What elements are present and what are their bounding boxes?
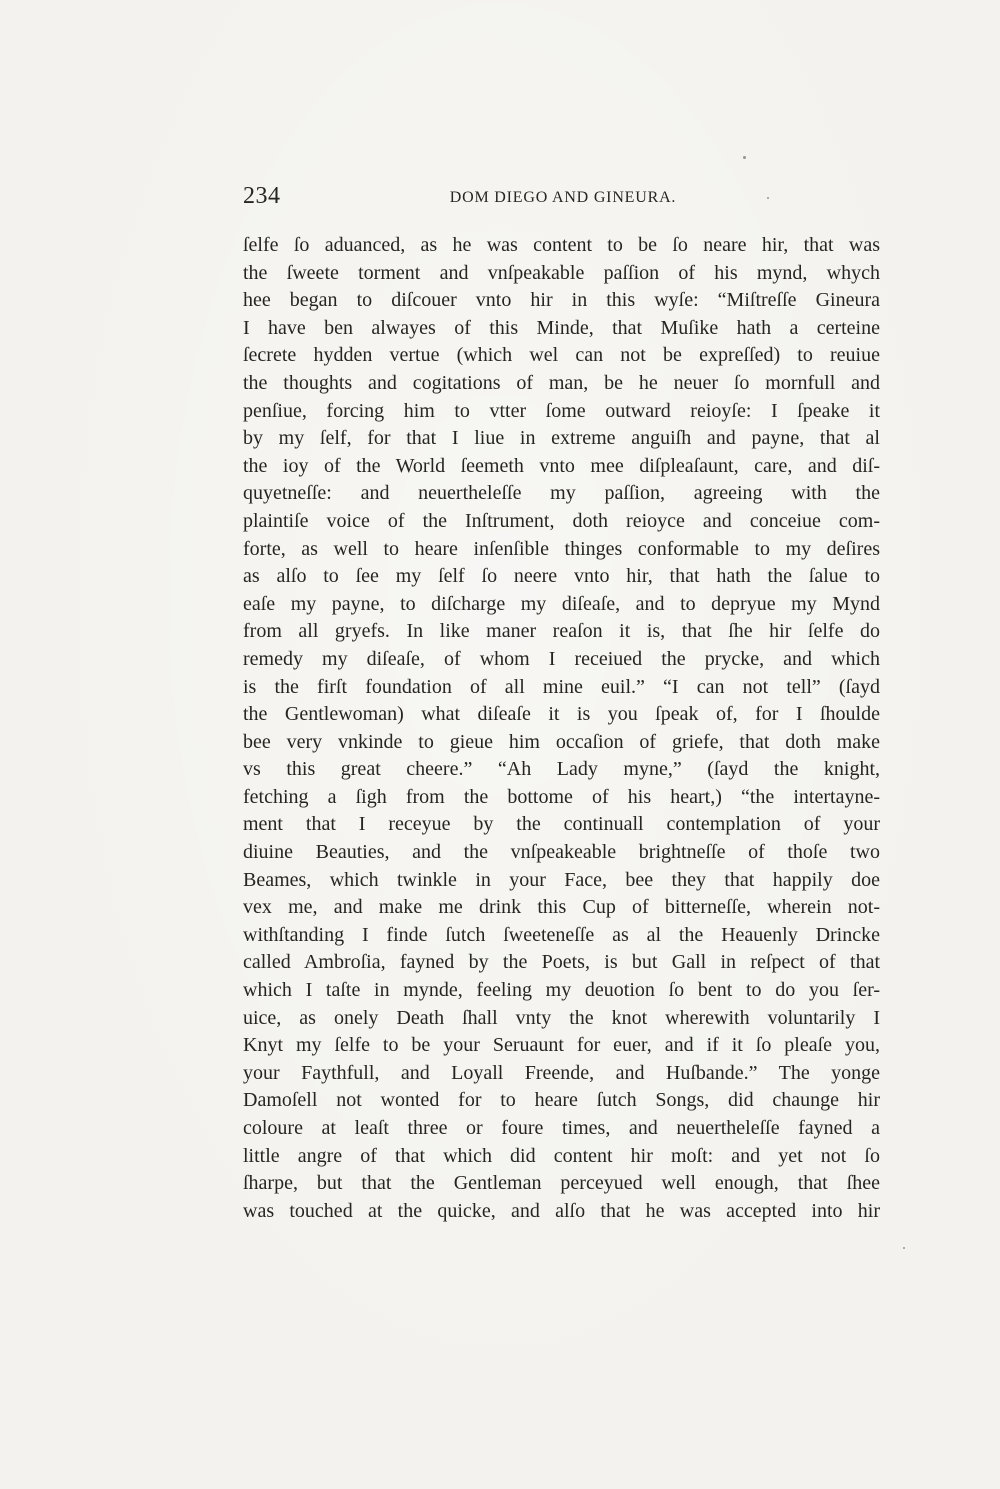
text-line: Beames, which twinkle in your Face, bee they that happily doe: [243, 868, 880, 891]
text-line: eaſe my payne, to diſcharge my diſeaſe, and to depryue my Mynd: [243, 592, 880, 615]
text-line: was touched at the quicke, and alſo that he was accepted into hir: [243, 1199, 880, 1222]
text-line: little angre of that which did content hir moſt: and yet not ſo: [243, 1144, 880, 1167]
text-line: hee began to diſcouer vnto hir in this wyſe: “Miſtreſſe Gineura: [243, 289, 880, 312]
text-line: fetching a ſigh from the bottome of his heart,) “the intertayne-: [243, 785, 880, 808]
text-line: the Gentlewoman) what diſeaſe it is you ſpeak of, for I ſhoulde: [243, 703, 880, 726]
text-line: ment that I receyue by the continuall contemplation of your: [243, 813, 880, 836]
text-line: quyetneſſe: and neuertheleſſe my paſſion, agreeing with the: [243, 482, 880, 505]
text-line: bee very vnkinde to gieue him occaſion of griefe, that doth make: [243, 730, 880, 753]
text-line: withſtanding I finde ſutch ſweeteneſſe as al the Heauenly Drincke: [243, 923, 880, 946]
text-line: forte, as well to heare inſenſible thinges conformable to my deſires: [243, 537, 880, 560]
text-line: the thoughts and cogitations of man, be he neuer ſo mornfull and: [243, 371, 880, 394]
text-line: plaintiſe voice of the Inſtrument, doth reioyce and conceiue com-: [243, 509, 880, 532]
text-line: vex me, and make me drink this Cup of bitterneſſe, wherein not-: [243, 896, 880, 919]
text-line: from all gryefs. In like maner reaſon it is, that ſhe hir ſelfe do: [243, 620, 880, 643]
text-line: your Faythfull, and Loyall Freende, and Huſbande.” The yonge: [243, 1061, 880, 1084]
paper-speck: [903, 1247, 905, 1249]
text-line: as alſo to ſee my ſelf ſo neere vnto hir, that hath the ſalue to: [243, 565, 880, 588]
text-line: vs this great cheere.” “Ah Lady myne,” (ſayd the knight,: [243, 758, 880, 781]
text-line: I have ben alwayes of this Minde, that Muſike hath a certeine: [243, 316, 880, 339]
text-line: ſelfe ſo aduanced, as he was content to be ſo neare hir, that was: [243, 234, 880, 256]
text-line: remedy my diſeaſe, of whom I receiued the prycke, and which: [243, 647, 880, 670]
text-line: diuine Beauties, and the vnſpeakeable brightneſſe of thoſe two: [243, 841, 880, 864]
text-line: Damoſell not wonted for to heare ſutch Songs, did chaunge hir: [243, 1089, 880, 1112]
body-text: [243, 232, 880, 1225]
running-head: [243, 183, 883, 215]
text-line: ſecrete hydden vertue (which wel can not be expreſſed) to reuiue: [243, 344, 880, 367]
paper-speck: [743, 156, 746, 159]
text-line: the ioy of the World ſeemeth vnto mee diſpleaſaunt, care, and diſ-: [243, 454, 880, 477]
text-line: is the firſt foundation of all mine euil.” “I can not tell” (ſayd: [243, 675, 880, 698]
running-title: DOM DIEGO AND GINEURA.: [449, 189, 677, 206]
text-line: ſharpe, but that the Gentleman perceyued well enough, that ſhee: [243, 1172, 880, 1195]
text-line: called Ambroſia, fayned by the Poets, is but Gall in reſpect of that: [243, 951, 880, 974]
text-line: which I taſte in mynde, feeling my deuotion ſo bent to do you ſer-: [243, 979, 880, 1002]
text-line: uice, as onely Death ſhall vnty the knot wherewith voluntarily I: [243, 1006, 880, 1029]
text-line: Knyt my ſelfe to be your Seruaunt for euer, and if it ſo pleaſe you,: [243, 1034, 880, 1057]
text-line: the ſweete torment and vnſpeakable paſſion of his mynd, whych: [243, 261, 880, 284]
text-line: by my ſelf, for that I liue in extreme anguiſh and payne, that al: [243, 427, 880, 450]
text-line: penſiue, forcing him to vtter ſome outward reioyſe: I ſpeake it: [243, 399, 880, 422]
text-line: coloure at leaſt three or foure times, and neuertheleſſe fayned a: [243, 1117, 880, 1139]
page-number: 234: [243, 183, 281, 209]
